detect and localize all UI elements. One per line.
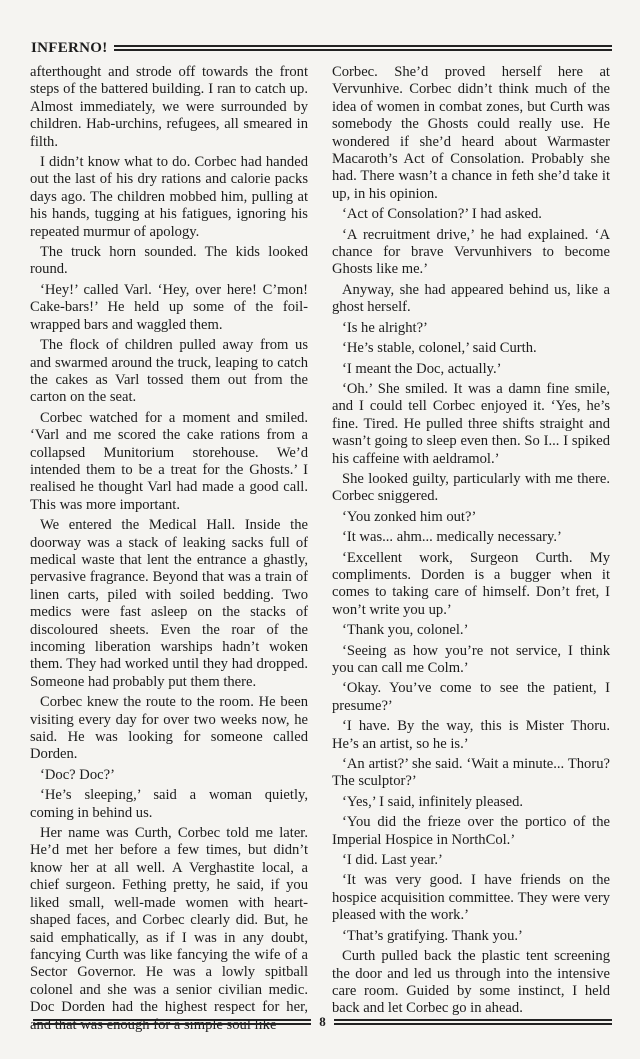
- footer-rule-left: [33, 1019, 311, 1025]
- page-number: 8: [319, 1014, 326, 1029]
- paragraph: afterthought and strode off towards the front steps of the battered building. I ran to catch up. Almost immediately, we were surrounded by children. Hab-urchins, refugees, all smeared in filth.: [30, 64, 308, 150]
- header-rule: [114, 45, 612, 51]
- paragraph: ‘It was... ahm... medically necessary.’: [342, 529, 562, 546]
- paragraph: ‘It was very good. I have friends on the hospice acquisition committee. They were very pleased with the work.’: [332, 872, 610, 924]
- paragraph: Her name was Curth, Corbec told me later. He’d met her before a few times, but didn’t know her at all well. A Verghastite local, a chief surgeon. Fething pretty, he said, if you liked small, well-made women with heart-shaped faces, and Corbec clearly did. But, he said emphatically, as if I was in any doubt, fancying Curth was like fancying the wife of a Sector Governor. He was a lowly spitball colonel and she was a senior civilian medic. Doc Dorden had the highest respect for her, and that was enough for a simple soul like: [30, 825, 308, 1033]
- paragraph: ‘A recruitment drive,’ he had explained. ‘A chance for brave Vervunhivers to become Ghosts like me.’: [332, 226, 610, 278]
- paragraph: ‘Yes,’ I said, infinitely pleased.: [342, 793, 524, 810]
- magazine-title: INFERNO!: [31, 39, 108, 56]
- paragraph: ‘An artist?’ she said. ‘Wait a minute... Thoru? The sculptor?’: [332, 756, 610, 790]
- paragraph: ‘Doc? Doc?’: [40, 766, 115, 783]
- running-header: [31, 37, 612, 59]
- paragraph: ‘Is he alright?’: [342, 319, 428, 336]
- paragraph: The flock of children pulled away from us and swarmed around the truck, leaping to catch the cakes as Varl tossed them out from the carton on the seat.: [30, 337, 308, 406]
- body-text: [30, 64, 610, 1033]
- paragraph: Curth pulled back the plastic tent screening the door and led us through into the intensive care room. Guided by some instinct, I held back and let Corbec go in ahead.: [332, 948, 610, 1017]
- paragraph: ‘Seeing as how you’re not service, I think you can call me Colm.’: [332, 642, 610, 676]
- left-column: [30, 64, 308, 1033]
- paragraph: ‘I have. By the way, this is Mister Thoru. He’s an artist, so he is.’: [332, 718, 610, 752]
- paragraph: ‘Act of Consolation?’ I had asked.: [342, 206, 542, 223]
- paragraph: ‘He’s sleeping,’ said a woman quietly, coming in behind us.: [30, 787, 308, 821]
- paragraph: ‘You did the frieze over the portico of the Imperial Hospice in NorthCol.’: [332, 814, 610, 848]
- paragraph: ‘Oh.’ She smiled. It was a damn fine smile, and I could tell Corbec enjoyed it. ‘Yes, he’s fine. Tired. He pulled three shifts straight and wasn’t going to sleep even then. So I... I spiked his caffeine with aeldramol.’: [332, 380, 610, 467]
- paragraph: ‘I meant the Doc, actually.’: [342, 360, 502, 377]
- paragraph: She looked guilty, particularly with me there. Corbec sniggered.: [332, 470, 610, 505]
- paragraph: Corbec watched for a moment and smiled. ‘Varl and me scored the cake rations from a collapsed Munitorium storehouse. We’d intended them to be a treat for the Ghosts.’ I realised he thought Varl had made a good call. This was more important.: [30, 409, 308, 513]
- footer-rule-right: [334, 1019, 612, 1025]
- right-column: [332, 64, 610, 1017]
- paragraph: I didn’t know what to do. Corbec had handed out the last of his dry rations and calorie packs days ago. The children mobbed him, pulling at his hands, tugging at his fatigues, ignoring his repeated murmur of apology.: [30, 154, 308, 240]
- paragraph: ‘I did. Last year.’: [342, 852, 443, 869]
- paragraph: ‘Thank you, colonel.’: [342, 622, 469, 639]
- paragraph: We entered the Medical Hall. Inside the doorway was a stack of leaking sacks full of medical waste that lent the entrance a ghastly, pervasive fragrance. Beyond that was a train of linen carts, piled with soiled bedding. Two medics were fast asleep on the stacks of discoloured sheets. Even the roar of the incoming liberation warships hadn’t woken them. They had worked until they had dropped. Someone had probably put them there.: [30, 517, 308, 690]
- paragraph: Anyway, she had appeared behind us, like a ghost herself.: [332, 281, 610, 316]
- paragraph: ‘Okay. You’ve come to see the patient, I presume?’: [332, 680, 610, 714]
- page-footer: [33, 1012, 612, 1032]
- paragraph: ‘That’s gratifying. Thank you.’: [342, 927, 523, 944]
- paragraph: Corbec. She’d proved herself here at Vervunhive. Corbec didn’t think much of the idea of women in combat zones, but Curth was somebody the Ghosts could really use. He wondered if she’d heard about Warmaster Macaroth’s Act of Consolation. Probably she had. There wasn’t a chance in feth she’d take it up, in his opinion.: [332, 64, 610, 202]
- paragraph: ‘Hey!’ called Varl. ‘Hey, over here! C’mon! Cake-bars!’ He held up some of the foil-wrapped bars and waggled them.: [30, 281, 308, 333]
- paragraph: The truck horn sounded. The kids looked round.: [30, 244, 308, 278]
- paragraph: ‘He’s stable, colonel,’ said Curth.: [342, 340, 537, 357]
- paragraph: Corbec knew the route to the room. He been visiting every day for over two weeks now, he said. He was looking for someone called Dorden.: [30, 694, 308, 763]
- paragraph: ‘You zonked him out?’: [342, 508, 477, 525]
- paragraph: ‘Excellent work, Surgeon Curth. My compliments. Dorden is a bugger when it comes to taking care of himself. Don’t fret, I won’t write you up.’: [332, 549, 610, 618]
